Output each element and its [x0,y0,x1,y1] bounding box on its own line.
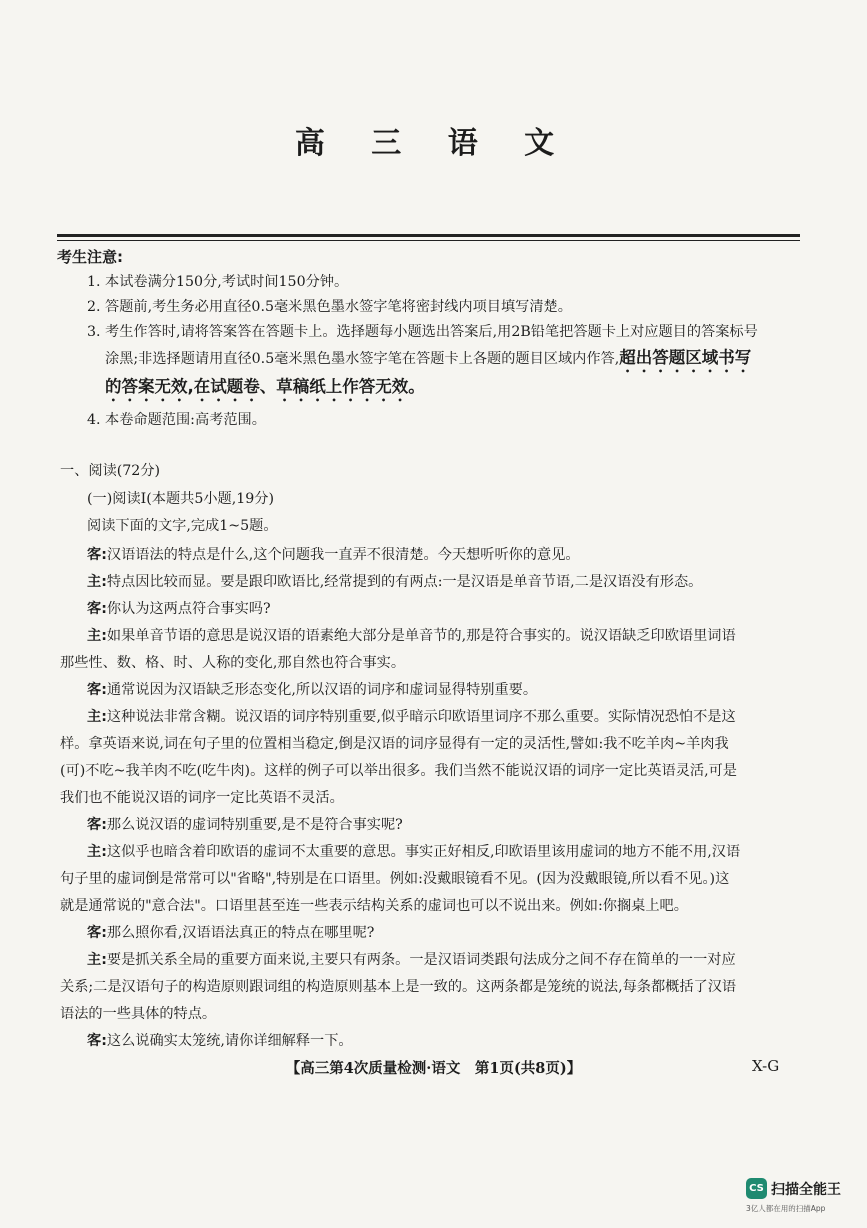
dialogue-line [60,734,729,754]
notice-item-3-line-3: 的答案无效,在试题卷、草稿纸上作答无效。 [105,377,425,396]
dialogue-line [87,1031,353,1051]
dialogue-text: 这么说确实太笼统,请你详细解释一下。 [106,1033,353,1049]
dialogue-line [87,545,580,565]
dialogue-line [60,977,736,997]
dialogue-line [87,815,403,835]
exam-title: 高 三 语 文 [294,126,573,161]
dialogue-text: 如果单音节语的意思是说汉语的语素绝大部分是单音节的,那是符合事实的。说汉语缺乏印欧语里词语 [106,628,736,644]
notice-item-2: 2. 答题前,考生务必用直径0.5毫米黑色墨水签字笔将密封线内项目填写清楚。 [87,299,572,315]
dialogue-text: 那么照你看,汉语语法真正的特点在哪里呢? [106,925,375,941]
dialogue-line [60,761,737,781]
dialogue-line [87,950,736,970]
dialogue-line [87,626,736,646]
dialogue-line [87,599,271,619]
dialogue-text: 我们也不能说汉语的词序一定比英语不灵活。 [60,790,344,806]
speaker-label: 主: [87,628,107,644]
speaker-label: 主: [87,574,107,590]
notice-item-3-line-2 [105,348,751,376]
camscanner-logo-icon: CS [746,1178,767,1199]
dialogue-line [60,653,405,673]
scanner-watermark-tagline: 3亿人都在用的扫描App [746,1204,826,1213]
dialogue-text: 关系;二是汉语句子的构造原则跟词组的构造原则基本上是一致的。这两条都是笼统的说法,每条都概括了汉语 [60,979,737,995]
dialogue-text: 要是抓关系全局的重要方面来说,主要只有两条。一是汉语词类跟句法成分之间不存在简单的一一对应 [106,952,736,968]
page-footer: 【高三第4次质量检测·语文 第1页(共8页)】 [285,1060,582,1077]
dialogue-text: 你认为这两点符合事实吗? [106,601,271,617]
dialogue-line [60,896,688,916]
speaker-label: 主: [87,952,107,968]
speaker-label: 客: [87,547,107,563]
speaker-label: 客: [87,601,107,617]
dialogue-text: 那些性、数、格、时、人称的变化,那自然也符合事实。 [60,655,406,671]
speaker-label: 客: [87,1033,107,1049]
speaker-label: 主: [87,844,107,860]
dialogue-text: 就是通常说的"意合法"。口语里甚至连一些表示结构关系的虚词也可以不说出来。例如:你搁桌上吧。 [60,898,688,914]
dialogue-text: 特点因比较而显。要是跟印欧语比,经常提到的有两点:一是汉语是单音节语,二是汉语没有形态。 [106,574,703,590]
dialogue-text: 这似乎也暗含着印欧语的虚词不太重要的意思。事实正好相反,印欧语里该用虚词的地方不能不用,汉语 [106,844,741,860]
speaker-label: 客: [87,925,107,941]
section-heading: 一、阅读(72分) [60,463,161,479]
notice-heading: 考生注意: [57,248,123,266]
notice-item-3-emphasis: 超出答题区域书写 [619,348,752,367]
speaker-label: 客: [87,817,107,833]
reading-instruction: 阅读下面的文字,完成1~5题。 [87,518,278,534]
dialogue-text: 那么说汉语的虚词特别重要,是不是符合事实呢? [106,817,403,833]
dialogue-line [60,1004,216,1024]
dialogue-text: 汉语语法的特点是什么,这个问题我一直弄不很清楚。今天想听听你的意见。 [106,547,580,563]
notice-item-3-line-1: 3. 考生作答时,请将答案答在答题卡上。选择题每小题选出答案后,用2B铅笔把答题卡上对应题目的答案标号 [87,324,758,340]
dialogue-text: 句子里的虚词倒是常常可以"省略",特别是在口语里。例如:没戴眼镜看不见。(因为没戴眼镜,所以看不见。)这 [60,871,730,887]
speaker-label: 客: [87,682,107,698]
dialogue-text: 这种说法非常含糊。说汉语的词序特别重要,似乎暗示印欧语里词序不那么重要。实际情况恐怕不是这 [106,709,736,725]
dialogue-text: 语法的一些具体的特点。 [60,1006,217,1022]
notice-item-3-plain: 涂黑;非选择题请用直径0.5毫米黑色墨水签字笔在答题卡上各题的题目区域内作答, [105,351,620,367]
notice-item-1: 1. 本试卷满分150分,考试时间150分钟。 [87,274,349,290]
title-divider-thick [57,234,800,237]
dialogue-text: 样。拿英语来说,词在句子里的位置相当稳定,倒是汉语的词序显得有一定的灵活性,譬如:我不吃羊肉~羊肉我 [60,736,729,752]
dialogue-line [87,923,374,943]
dialogue-line [87,680,537,700]
dialogue-line [87,572,702,592]
scanner-watermark-name: 扫描全能王 [771,1182,841,1198]
dialogue-text: (可)不吃~我羊肉不吃(吃牛肉)。这样的例子可以举出很多。我们当然不能说汉语的词序一定比英语灵活,可是 [60,763,737,779]
dialogue-line [60,869,729,889]
paper-code: X-G [752,1057,780,1075]
speaker-label: 主: [87,709,107,725]
dialogue-line [87,842,740,862]
dialogue-line [87,707,736,727]
dialogue-line [60,788,344,808]
sub-section-heading: (一)阅读Ⅰ(本题共5小题,19分) [87,491,275,507]
dialogue-text: 通常说因为汉语缺乏形态变化,所以汉语的词序和虚词显得特别重要。 [106,682,538,698]
title-divider-thin [57,240,800,241]
notice-item-4: 4. 本卷命题范围:高考范围。 [87,412,266,428]
